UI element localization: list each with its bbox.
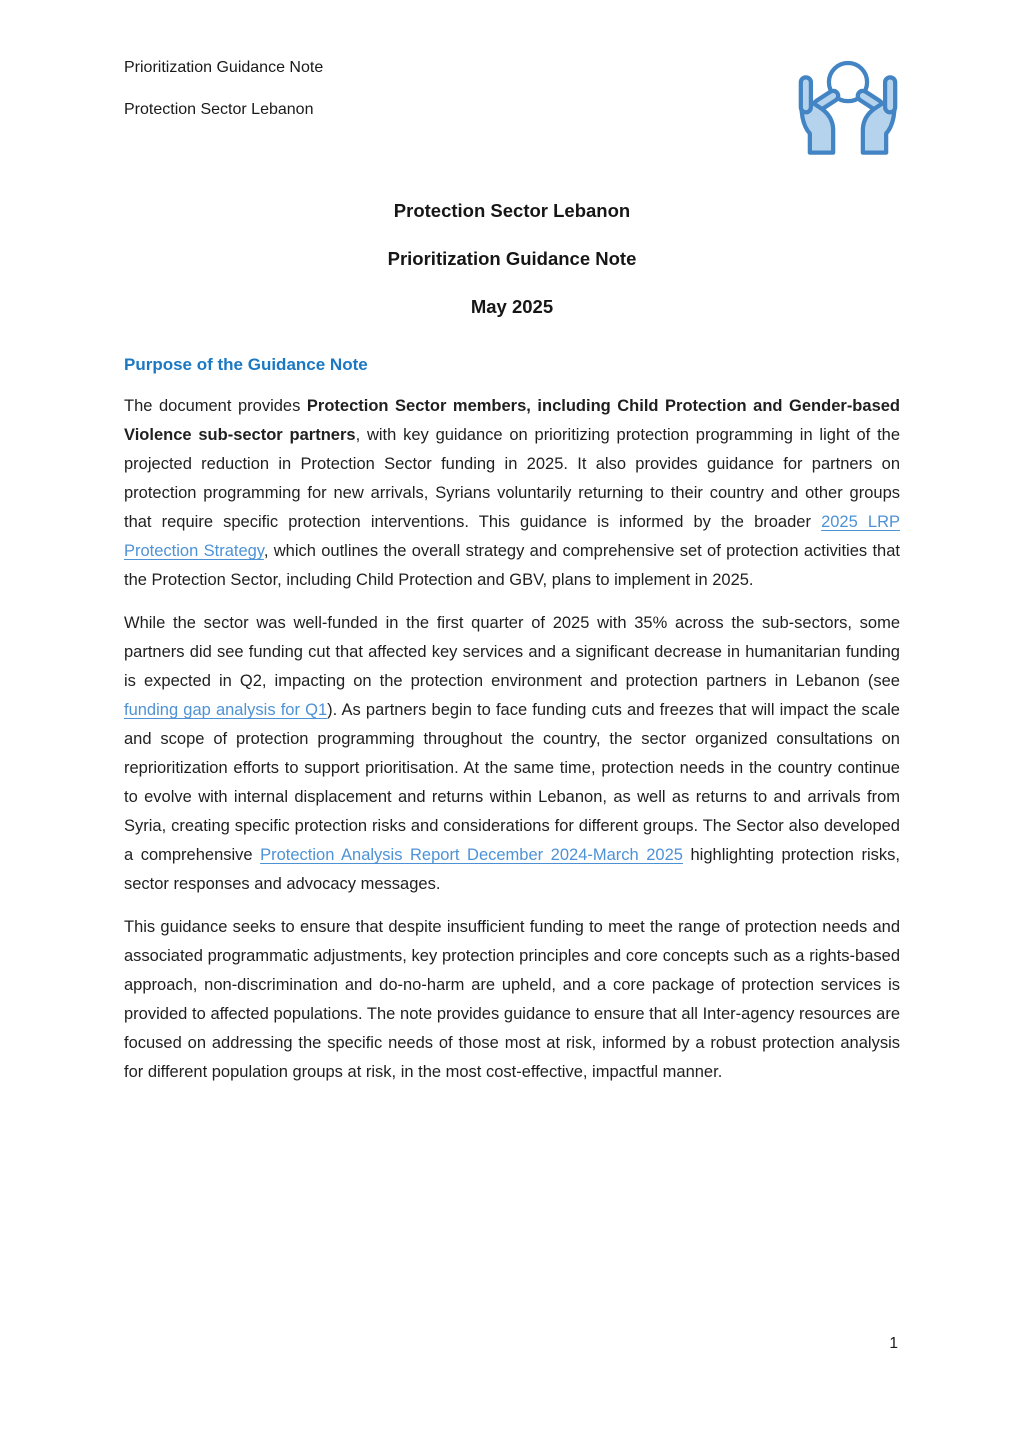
header-titles bbox=[124, 58, 323, 120]
body-text: This guidance seeks to ensure that despite insufficient funding to meet the range of protection needs and associated programmatic adjustments, key protection principles and core concepts such as a rights-based approach, non-discrimination and do-no-harm are upheld, and a core package of protection services is provided to affected populations. The note provides guidance to ensure that all Inter-agency resources are focused on addressing the specific needs of those most at risk, informed by a robust protection analysis for different population groups at risk, in the most cost-effective, impactful manner. bbox=[124, 918, 900, 1081]
header-doc-subtitle: Protection Sector Lebanon bbox=[124, 101, 314, 118]
body-text: highlighting protection risks, sector responses and advocacy messages. bbox=[124, 846, 900, 893]
body-text: , with key guidance on prioritizing protection programming in light of the projected reduction in Protection Sector funding in 2025. It also provides guidance for partners on protection programming for new arrivals, Syrians voluntarily returning to their country and other groups that require specific protection interventions. This guidance is informed by the broader bbox=[124, 426, 901, 531]
body-text: ). As partners begin to face funding cuts and freezes that will impact the scale and scope of protection programming throughout the country, the sector organized consultations on reprioritization efforts to support prioritisation. At the same time, protection needs in the country continue to evolve with internal displacement and returns within Lebanon, as well as returns to and arrivals from Syria, creating specific protection risks and considerations for different groups. The Sector also developed a comprehensive bbox=[124, 701, 900, 864]
link-2025-lrp-protection-strategy[interactable]: 2025 LRP Protection Strategy bbox=[124, 513, 900, 560]
bold-text: Protection Sector members, including Child Protection and Gender-based Violence sub-sector partners bbox=[124, 397, 900, 444]
paragraph-1 bbox=[124, 392, 900, 595]
section-heading-purpose: Purpose of the Guidance Note bbox=[124, 355, 368, 374]
body-text: , which outlines the overall strategy and comprehensive set of protection activities that the Protection Sector, including Child Protection and GBV, plans to implement in 2025. bbox=[124, 542, 900, 589]
header-doc-title: Prioritization Guidance Note bbox=[124, 59, 324, 76]
title-line-sector: Protection Sector Lebanon bbox=[393, 200, 631, 221]
body-text: While the sector was well-funded in the first quarter of 2025 with 35% across the sub-sectors, some partners did see funding cut that affected key services and a significant decrease in humanitarian funding is expected in Q2, impacting on the protection environment and protection partners in Lebanon (see bbox=[124, 614, 900, 690]
page-number: 1 bbox=[889, 1335, 898, 1352]
paragraph-2 bbox=[124, 609, 900, 899]
body-text: The document provides bbox=[124, 397, 307, 415]
title-block bbox=[124, 200, 900, 318]
hands-protecting-person-icon bbox=[794, 54, 902, 160]
paragraph-3 bbox=[124, 913, 900, 1087]
document-header bbox=[124, 58, 900, 166]
link-funding-gap-analysis-for-q1[interactable]: funding gap analysis for Q1 bbox=[124, 701, 328, 719]
link-protection-analysis-report-dec-2024-march-2025[interactable]: Protection Analysis Report December 2024-March 2025 bbox=[260, 846, 683, 864]
title-line-date: May 2025 bbox=[470, 296, 554, 317]
title-line-doc-name: Prioritization Guidance Note bbox=[387, 248, 637, 269]
